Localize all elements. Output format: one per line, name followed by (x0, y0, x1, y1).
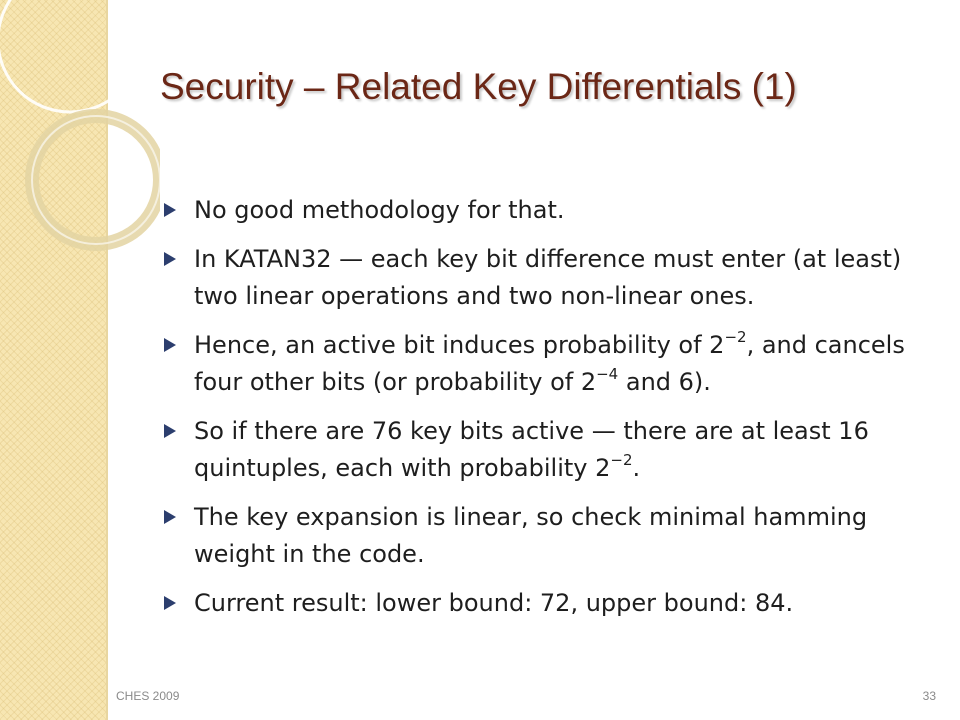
bullet-arrow-icon (164, 252, 176, 266)
exponent: −4 (596, 365, 619, 383)
bullet-item (158, 413, 938, 487)
bullet-item (158, 241, 938, 315)
circle-decoration-icon (0, 0, 160, 260)
bullet-text-part: Hence, an active bit induces probability of 2 (194, 331, 725, 359)
bullet-text: No good methodology for that. (194, 196, 565, 224)
bullet-text-part: , and cancels four other bits (or probability of 2 (194, 331, 905, 396)
bullet-item (158, 192, 938, 229)
exponent: −2 (724, 328, 747, 346)
page-number: 33 (922, 689, 936, 703)
bullet-text: In KATAN32 — each key bit difference must enter (at least) two linear operations and two non-linear ones. (194, 245, 902, 310)
slide-title: Security – Related Key Differentials (1) (160, 66, 797, 107)
bullet-text-part: . (632, 454, 641, 482)
bullet-arrow-icon (164, 510, 176, 524)
bullet-text: The key expansion is linear, so check minimal hamming weight in the code. (194, 503, 868, 568)
bullet-item (158, 585, 938, 622)
exponent: −2 (610, 451, 633, 469)
bullet-arrow-icon (164, 338, 176, 352)
bullet-item (158, 499, 938, 573)
bullet-arrow-icon (164, 596, 176, 610)
bullet-text-part: and 6). (618, 368, 711, 396)
bullet-text: Current result: lower bound: 72, upper bound: 84. (194, 589, 794, 617)
bullet-text-part: So if there are 76 key bits active — there are at least 16 quintuples, each with probability 2 (194, 417, 869, 482)
bullet-item (158, 327, 938, 401)
bullet-list (158, 192, 938, 634)
footer-conference: CHES 2009 (116, 689, 180, 703)
bullet-text (194, 328, 905, 396)
bullet-text (194, 417, 869, 482)
bullet-arrow-icon (164, 203, 176, 217)
bullet-arrow-icon (164, 424, 176, 438)
